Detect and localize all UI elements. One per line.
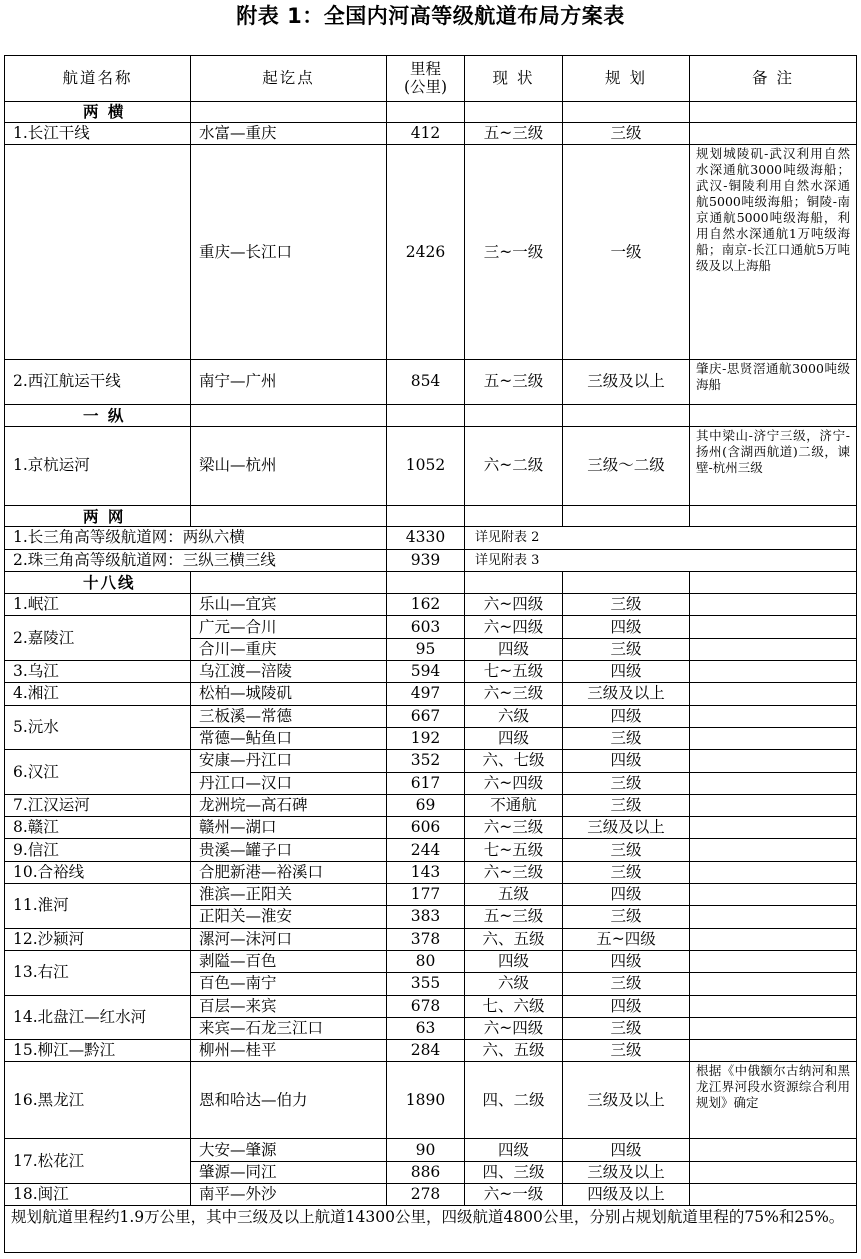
- waterway-name: 8.赣江: [5, 817, 191, 839]
- range-cell: 南平—外沙: [191, 1184, 387, 1206]
- note-cell: [690, 727, 857, 749]
- empty-cell: [191, 101, 387, 122]
- table-row: [5, 1184, 857, 1206]
- plan-cell: 五~四级: [563, 928, 690, 950]
- status-cell: 六、五级: [465, 928, 563, 950]
- plan-cell: 三级: [563, 1040, 690, 1062]
- mileage-cell: 1890: [387, 1062, 465, 1139]
- status-cell: 七~五级: [465, 661, 563, 683]
- empty-cell: [465, 505, 563, 526]
- table-row: [5, 750, 857, 772]
- empty-cell: [563, 101, 690, 122]
- note-cell: 根据《中俄额尔古纳河和黑龙江界河段水资源综合利用规划》确定: [690, 1062, 857, 1139]
- header-name: 航道名称: [5, 56, 191, 102]
- empty-cell: [387, 505, 465, 526]
- plan-cell: 三级: [563, 1017, 690, 1039]
- status-cell: 七、六级: [465, 995, 563, 1017]
- table-row: [5, 817, 857, 839]
- note-cell: [690, 950, 857, 972]
- range-cell: 安康—丹江口: [191, 750, 387, 772]
- table-row: [5, 661, 857, 683]
- plan-cell: 三级: [563, 973, 690, 995]
- plan-cell: 三级及以上: [563, 817, 690, 839]
- plan-cell: 三级及以上: [563, 360, 690, 405]
- status-cell: 五级: [465, 884, 563, 906]
- empty-cell: [387, 101, 465, 122]
- mileage-cell: 278: [387, 1184, 465, 1206]
- note-cell: [690, 661, 857, 683]
- table-row: [5, 1139, 857, 1161]
- status-cell: 四级: [465, 1139, 563, 1161]
- mileage-cell: 162: [387, 594, 465, 616]
- table-row: [5, 527, 857, 549]
- page-title: 附表 1：全国内河高等级航道布局方案表: [236, 4, 625, 28]
- note-cell: [690, 1017, 857, 1039]
- range-cell: 南宁—广州: [191, 360, 387, 405]
- mileage-cell: 378: [387, 928, 465, 950]
- table-row: [5, 122, 857, 144]
- range-cell: 常德—鲇鱼口: [191, 727, 387, 749]
- range-cell: 漯河—沫河口: [191, 928, 387, 950]
- empty-cell: [690, 505, 857, 526]
- range-cell: 淮滨—正阳关: [191, 884, 387, 906]
- table-row: [5, 360, 857, 405]
- waterway-name: 11.淮河: [5, 884, 191, 929]
- waterway-name: 5.沅水: [5, 705, 191, 750]
- plan-cell: 三级: [563, 638, 690, 660]
- status-cell: 六~三级: [465, 683, 563, 705]
- range-cell: 三板溪—常德: [191, 705, 387, 727]
- network-name: 2.珠三角高等级航道网：三纵三横三线: [5, 549, 387, 571]
- waterway-name: 9.信江: [5, 839, 191, 861]
- plan-cell: 三级: [563, 594, 690, 616]
- mileage-cell: 383: [387, 906, 465, 928]
- plan-cell: 四级及以上: [563, 1184, 690, 1206]
- status-cell: 五~三级: [465, 360, 563, 405]
- note-cell: [690, 884, 857, 906]
- status-cell: 三~一级: [465, 145, 563, 360]
- header-note: 备 注: [690, 56, 857, 102]
- waterway-name: 13.右江: [5, 950, 191, 995]
- note-cell: [690, 861, 857, 883]
- mileage-cell: 594: [387, 661, 465, 683]
- table-row: [5, 995, 857, 1017]
- note-cell: [690, 683, 857, 705]
- mileage-cell: 412: [387, 122, 465, 144]
- waterway-name: 15.柳江—黔江: [5, 1040, 191, 1062]
- note-cell: 肇庆-思贤滘通航3000吨级海船: [690, 360, 857, 405]
- range-cell: 剥隘—百色: [191, 950, 387, 972]
- plan-cell: 三级: [563, 839, 690, 861]
- mileage-cell: 69: [387, 794, 465, 816]
- table-row: [5, 839, 857, 861]
- table-row: [5, 549, 857, 571]
- empty-cell: [465, 571, 563, 593]
- header-mileage: 里程 (公里): [387, 56, 465, 102]
- range-cell: 合川—重庆: [191, 638, 387, 660]
- plan-cell: 三级: [563, 794, 690, 816]
- mileage-cell: 1052: [387, 426, 465, 505]
- waterway-name: 17.松花江: [5, 1139, 191, 1184]
- range-cell: 大安—肇源: [191, 1139, 387, 1161]
- note-cell: 规划城陵矶-武汉利用自然水深通航3000吨级海船；武汉-铜陵利用自然水深通航5000吨级海船；铜陵-南京通航5000吨级海船，利用自然水深通航1万吨级海船；南京-长江口通航5万吨级及以上海船: [690, 145, 857, 360]
- status-cell: 四级: [465, 727, 563, 749]
- empty-cell: [563, 505, 690, 526]
- mileage-cell: 63: [387, 1017, 465, 1039]
- plan-cell: 四级: [563, 705, 690, 727]
- note-cell: [690, 973, 857, 995]
- note-cell: [690, 1184, 857, 1206]
- range-cell: 肇源—同江: [191, 1161, 387, 1183]
- mileage-cell: 667: [387, 705, 465, 727]
- empty-cell: [690, 101, 857, 122]
- status-cell: 四、三级: [465, 1161, 563, 1183]
- table-row: [5, 705, 857, 727]
- section-label: 一 纵: [5, 404, 191, 426]
- empty-cell: [690, 404, 857, 426]
- note-cell: 其中梁山-济宁三级，济宁-扬州(含湖西航道)二级，谏壁-杭州三级: [690, 426, 857, 505]
- mileage-cell: 352: [387, 750, 465, 772]
- range-cell: 乌江渡—涪陵: [191, 661, 387, 683]
- plan-cell: 四级: [563, 661, 690, 683]
- range-cell: 贵溪—罐子口: [191, 839, 387, 861]
- mileage-cell: 603: [387, 616, 465, 638]
- waterway-name: 10.合裕线: [5, 861, 191, 883]
- table-row: [5, 950, 857, 972]
- plan-cell: 三级: [563, 861, 690, 883]
- footer-summary: 规划航道里程约1.9万公里，其中三级及以上航道14300公里，四级航道4800公里，分别占规划航道里程的75%和25%。: [5, 1206, 857, 1253]
- plan-cell: 四级: [563, 884, 690, 906]
- plan-cell: 三级: [563, 727, 690, 749]
- plan-cell: 四级: [563, 950, 690, 972]
- waterway-name: 18.闽江: [5, 1184, 191, 1206]
- range-cell: 重庆—长江口: [191, 145, 387, 360]
- mileage-cell: 886: [387, 1161, 465, 1183]
- note-cell: [690, 817, 857, 839]
- range-cell: 来宾—石龙三江口: [191, 1017, 387, 1039]
- note-cell: [690, 705, 857, 727]
- waterway-name: 4.湘江: [5, 683, 191, 705]
- status-cell: 六级: [465, 705, 563, 727]
- mileage-cell: 2426: [387, 145, 465, 360]
- status-cell: 六级: [465, 973, 563, 995]
- table-row: [5, 616, 857, 638]
- empty-cell: [563, 571, 690, 593]
- waterway-name: 12.沙颍河: [5, 928, 191, 950]
- range-cell: 梁山—杭州: [191, 426, 387, 505]
- range-cell: 松柏—城陵矶: [191, 683, 387, 705]
- status-cell: 六~四级: [465, 772, 563, 794]
- empty-cell: [465, 101, 563, 122]
- status-cell: 六、五级: [465, 1040, 563, 1062]
- waterway-name: 1.岷江: [5, 594, 191, 616]
- mileage-cell: 854: [387, 360, 465, 405]
- status-cell: 六~三级: [465, 861, 563, 883]
- mileage-cell: 355: [387, 973, 465, 995]
- note-cell: [690, 122, 857, 144]
- mileage-cell: 4330: [387, 527, 465, 549]
- table-row: [5, 683, 857, 705]
- status-cell: 六~四级: [465, 594, 563, 616]
- note-cell: [690, 750, 857, 772]
- header-row: [5, 56, 857, 102]
- plan-cell: 三级及以上: [563, 1062, 690, 1139]
- range-cell: 水富—重庆: [191, 122, 387, 144]
- plan-cell: 三级: [563, 772, 690, 794]
- plan-cell: 三级及以上: [563, 1161, 690, 1183]
- table-row: [5, 861, 857, 883]
- waterway-name: 16.黑龙江: [5, 1062, 191, 1139]
- table-row: [5, 928, 857, 950]
- note-cell: [690, 616, 857, 638]
- plan-cell: 三级: [563, 906, 690, 928]
- empty-cell: [191, 404, 387, 426]
- range-cell: 正阳关—淮安: [191, 906, 387, 928]
- table-row: [5, 794, 857, 816]
- waterway-name: 1.长江干线: [5, 122, 191, 144]
- plan-cell: 四级: [563, 616, 690, 638]
- status-cell: 六~三级: [465, 817, 563, 839]
- mileage-cell: 192: [387, 727, 465, 749]
- note-cell: [690, 594, 857, 616]
- plan-cell: 一级: [563, 145, 690, 360]
- plan-cell: 四级: [563, 995, 690, 1017]
- section-row: [5, 505, 857, 526]
- waterway-name: [5, 145, 191, 360]
- network-name: 1.长三角高等级航道网：两纵六横: [5, 527, 387, 549]
- waterway-name: 7.江汉运河: [5, 794, 191, 816]
- empty-cell: [563, 404, 690, 426]
- note-cell: [690, 1139, 857, 1161]
- section-label: 十八线: [5, 571, 191, 593]
- plan-cell: 三级～二级: [563, 426, 690, 505]
- plan-cell: 四级: [563, 750, 690, 772]
- mileage-cell: 617: [387, 772, 465, 794]
- table-row: [5, 145, 857, 360]
- status-cell: 六~四级: [465, 1017, 563, 1039]
- waterway-name: 14.北盘江—红水河: [5, 995, 191, 1040]
- note-cell: [690, 928, 857, 950]
- table-row: [5, 1040, 857, 1062]
- status-cell: 四、二级: [465, 1062, 563, 1139]
- mileage-cell: 939: [387, 549, 465, 571]
- range-cell: 乐山—宜宾: [191, 594, 387, 616]
- range-cell: 百层—来宾: [191, 995, 387, 1017]
- section-row: [5, 404, 857, 426]
- status-cell: 详见附表 3: [465, 549, 857, 571]
- note-cell: [690, 839, 857, 861]
- table-row: [5, 426, 857, 505]
- status-cell: 六~四级: [465, 616, 563, 638]
- empty-cell: [387, 571, 465, 593]
- section-row: [5, 571, 857, 593]
- status-cell: 五~三级: [465, 906, 563, 928]
- mileage-cell: 497: [387, 683, 465, 705]
- note-cell: [690, 1040, 857, 1062]
- mileage-cell: 143: [387, 861, 465, 883]
- footer-row: [5, 1206, 857, 1253]
- plan-cell: 四级: [563, 1139, 690, 1161]
- mileage-cell: 80: [387, 950, 465, 972]
- section-label: 两 网: [5, 505, 191, 526]
- header-range: 起讫点: [191, 56, 387, 102]
- status-cell: 七~五级: [465, 839, 563, 861]
- status-cell: 四级: [465, 638, 563, 660]
- status-cell: 六~二级: [465, 426, 563, 505]
- plan-cell: 三级: [563, 122, 690, 144]
- note-cell: [690, 1161, 857, 1183]
- waterway-table: [4, 55, 857, 1253]
- range-cell: 龙洲垸—高石碑: [191, 794, 387, 816]
- status-cell: 四级: [465, 950, 563, 972]
- waterway-name: 1.京杭运河: [5, 426, 191, 505]
- section-label: 两 横: [5, 101, 191, 122]
- mileage-cell: 177: [387, 884, 465, 906]
- mileage-cell: 244: [387, 839, 465, 861]
- range-cell: 赣州—湖口: [191, 817, 387, 839]
- note-cell: [690, 995, 857, 1017]
- waterway-name: 2.西江航运干线: [5, 360, 191, 405]
- mileage-cell: 678: [387, 995, 465, 1017]
- waterway-name: 6.汉江: [5, 750, 191, 795]
- mileage-cell: 90: [387, 1139, 465, 1161]
- mileage-cell: 284: [387, 1040, 465, 1062]
- header-plan: 规 划: [563, 56, 690, 102]
- plan-cell: 三级及以上: [563, 683, 690, 705]
- table-row: [5, 884, 857, 906]
- range-cell: 柳州—桂平: [191, 1040, 387, 1062]
- table-row: [5, 594, 857, 616]
- range-cell: 百色—南宁: [191, 973, 387, 995]
- empty-cell: [387, 404, 465, 426]
- status-cell: 五~三级: [465, 122, 563, 144]
- table-row: [5, 1062, 857, 1139]
- waterway-name: 3.乌江: [5, 661, 191, 683]
- empty-cell: [690, 571, 857, 593]
- mileage-cell: 606: [387, 817, 465, 839]
- status-cell: 不通航: [465, 794, 563, 816]
- range-cell: 合肥新港—裕溪口: [191, 861, 387, 883]
- section-row: [5, 101, 857, 122]
- range-cell: 恩和哈达—伯力: [191, 1062, 387, 1139]
- mileage-cell: 95: [387, 638, 465, 660]
- empty-cell: [465, 404, 563, 426]
- range-cell: 广元—合川: [191, 616, 387, 638]
- note-cell: [690, 906, 857, 928]
- empty-cell: [191, 505, 387, 526]
- note-cell: [690, 794, 857, 816]
- range-cell: 丹江口—汉口: [191, 772, 387, 794]
- status-cell: 详见附表 2: [465, 527, 857, 549]
- status-cell: 六、七级: [465, 750, 563, 772]
- header-status: 现 状: [465, 56, 563, 102]
- note-cell: [690, 638, 857, 660]
- status-cell: 六~一级: [465, 1184, 563, 1206]
- waterway-name: 2.嘉陵江: [5, 616, 191, 661]
- note-cell: [690, 772, 857, 794]
- empty-cell: [191, 571, 387, 593]
